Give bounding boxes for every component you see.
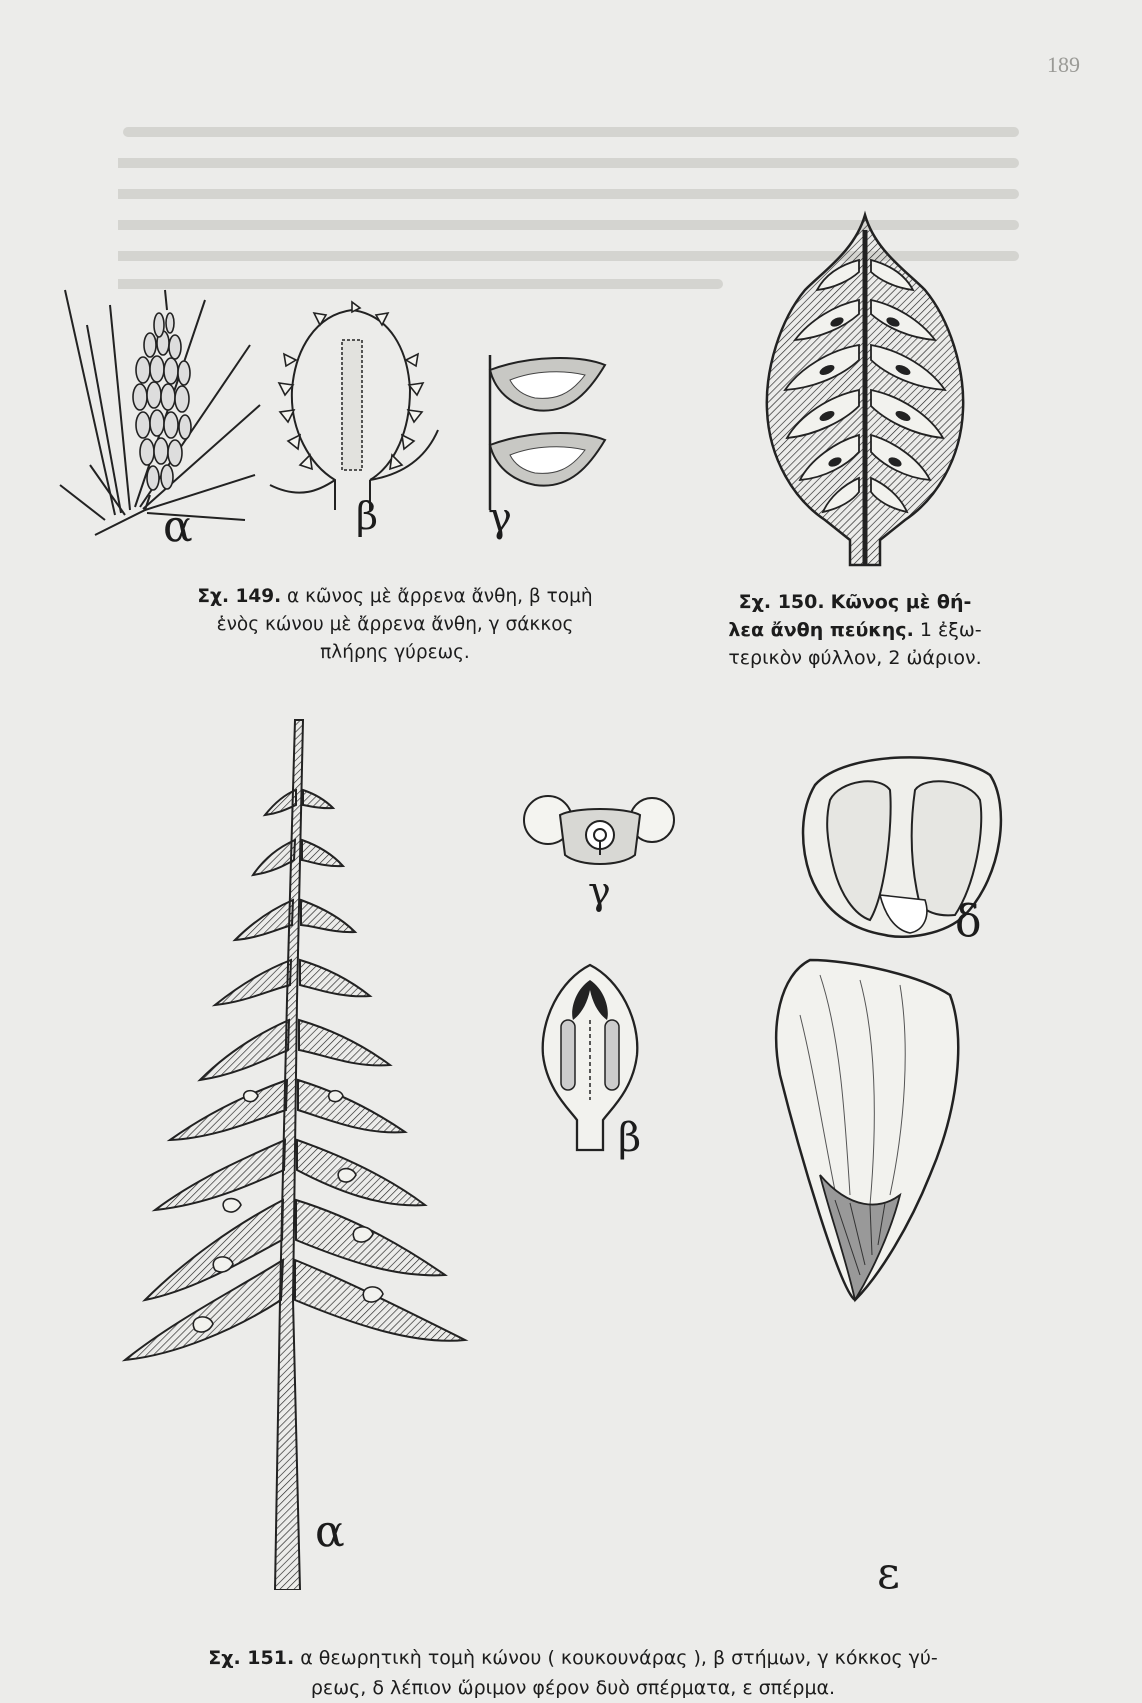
fig151-a-cone-section-illustration: [115, 700, 485, 1590]
fig151-d-scale-with-seeds-illustration: [785, 745, 1020, 945]
fig150-caption: [700, 588, 1010, 672]
fig150-caption-line3: τερικὸν φύλλον, 2 ὠάριον.: [728, 647, 982, 669]
fig150-caption-bold1: Κῶνος μὲ θή-: [830, 591, 972, 613]
fig149-label-b: β: [356, 494, 378, 538]
fig149-caption-line1: α κῶνος μὲ ἄρρενα ἄνθη, β τομὴ: [287, 586, 593, 607]
fig151-label-b: β: [618, 1115, 642, 1161]
fig151-label-g: γ: [588, 869, 611, 913]
fig150-caption-bold2: λεα ἄνθη πεύκης.: [728, 619, 914, 641]
fig149-label-a: α: [163, 501, 193, 552]
fig149-caption: [180, 583, 610, 667]
fig151-caption-line1: α θεωρητικὴ τομὴ κώνου ( κουκουνάρας ), β στήμων, γ κόκκος γύ-: [300, 1647, 938, 1669]
fig151-label-e: ε: [877, 1548, 900, 1599]
fig149-label-g: γ: [488, 495, 512, 541]
fig151-g-pollen-grain-illustration: [520, 785, 680, 875]
fig151-caption: [128, 1643, 1018, 1703]
fig149-caption-line3: πλήρης γύρεως.: [320, 642, 470, 663]
fig151-caption-line2: ρεως, δ λέπιον ὥριμον φέρον δυὸ σπέρματα, ε σπέρμα.: [310, 1677, 836, 1699]
fig150-female-cone-illustration: [755, 210, 975, 570]
fig151-e-seed-illustration: [760, 955, 970, 1325]
fig151-caption-number: Σχ. 151.: [208, 1647, 295, 1669]
fig149-caption-line2: ἑνὸς κώνου μὲ ἄρρενα ἄνθη, γ σάκκος: [216, 614, 574, 635]
fig149-b-cone-section-illustration: [260, 300, 445, 515]
fig149-caption-number: Σχ. 149.: [197, 586, 282, 607]
page-number: 189: [1047, 52, 1080, 77]
fig151-label-a: α: [315, 1506, 345, 1557]
fig150-caption-number: Σχ. 150.: [738, 591, 825, 613]
fig151-label-d: δ: [955, 896, 982, 947]
fig150-caption-rest2: 1 ἐξω-: [919, 619, 982, 641]
